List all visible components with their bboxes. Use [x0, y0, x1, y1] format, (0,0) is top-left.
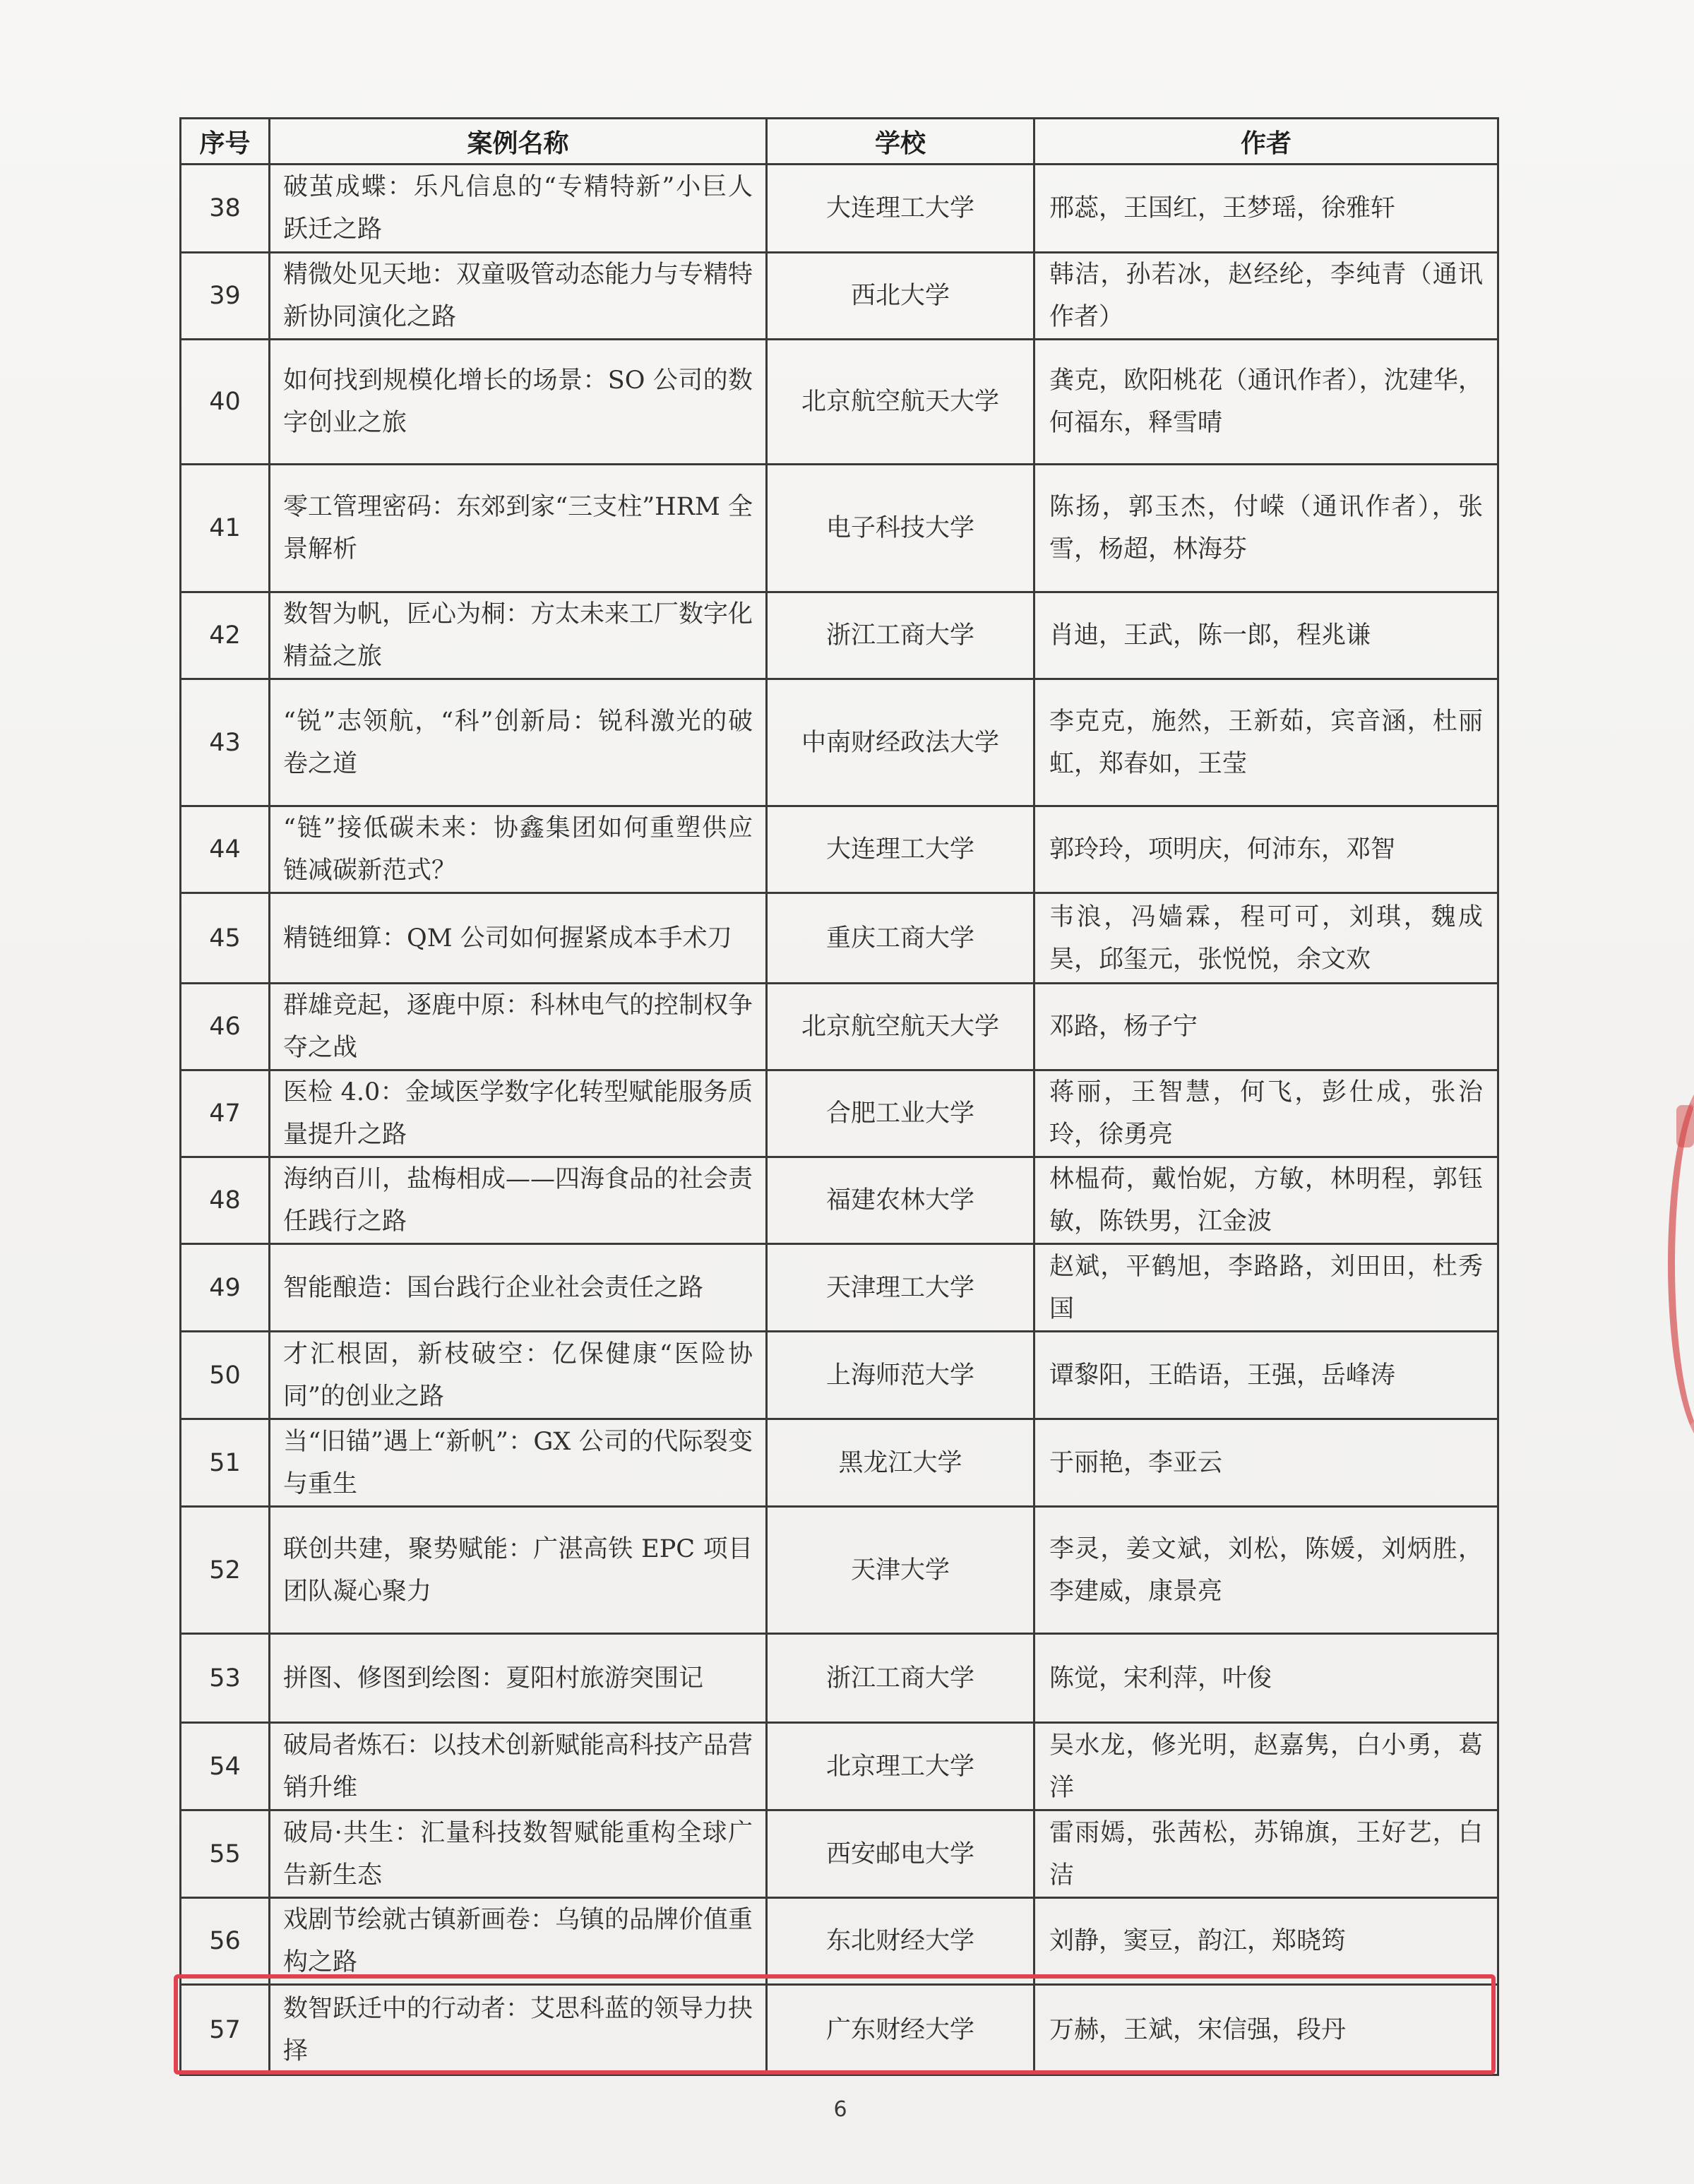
row-school: 浙江工商大学 [767, 592, 1034, 679]
table-row [181, 893, 1498, 984]
row-school: 北京理工大学 [767, 1723, 1034, 1810]
row-authors: 龚克，欧阳桃花（通讯作者），沈建华，何福东，释雪晴 [1034, 340, 1498, 465]
table-row [181, 165, 1498, 253]
header-title: 案例名称 [270, 119, 767, 165]
row-title: “锐”志领航，“科”创新局：锐科激光的破卷之道 [270, 679, 767, 806]
row-no: 51 [181, 1419, 270, 1507]
header-row [181, 119, 1498, 165]
row-no: 39 [181, 253, 270, 340]
row-title: 精微处见天地：双童吸管动态能力与专精特新协同演化之路 [270, 253, 767, 340]
row-no: 47 [181, 1070, 270, 1157]
row-authors: 谭黎阳，王皓语，王强，岳峰涛 [1034, 1332, 1498, 1419]
row-school: 西安邮电大学 [767, 1810, 1034, 1898]
row-school: 福建农林大学 [767, 1157, 1034, 1244]
row-title: 破茧成蝶：乐凡信息的“专精特新”小巨人跃迁之路 [270, 165, 767, 253]
table-row [181, 1634, 1498, 1723]
row-authors: 蒋丽，王智慧，何飞，彭仕成，张治玲，徐勇亮 [1034, 1070, 1498, 1157]
row-no: 46 [181, 984, 270, 1070]
header-authors: 作者 [1034, 119, 1498, 165]
table-row [181, 1810, 1498, 1898]
row-school: 广东财经大学 [767, 1985, 1034, 2075]
row-authors: 赵斌，平鹤旭，李路路，刘田田，杜秀国 [1034, 1244, 1498, 1332]
row-title: 精链细算：QM 公司如何握紧成本手术刀 [270, 893, 767, 984]
table-row [181, 984, 1498, 1070]
table-row [181, 679, 1498, 806]
table-row [181, 1898, 1498, 1985]
row-no: 54 [181, 1723, 270, 1810]
row-no: 40 [181, 340, 270, 465]
row-authors: 邓路，杨子宁 [1034, 984, 1498, 1070]
row-authors: 陈觉，宋利萍，叶俊 [1034, 1634, 1498, 1723]
row-no: 41 [181, 465, 270, 592]
row-school: 电子科技大学 [767, 465, 1034, 592]
red-seal-stamp-mark [1676, 1105, 1694, 1147]
row-no: 43 [181, 679, 270, 806]
row-title: 联创共建，聚势赋能：广湛高铁 EPC 项目团队凝心聚力 [270, 1507, 767, 1634]
row-school: 大连理工大学 [767, 165, 1034, 253]
table-row [181, 1723, 1498, 1810]
row-authors: 林榅荷，戴怡妮，方敏，林明程，郭钰敏，陈铁男，江金波 [1034, 1157, 1498, 1244]
row-no: 56 [181, 1898, 270, 1985]
row-no: 48 [181, 1157, 270, 1244]
row-no: 49 [181, 1244, 270, 1332]
row-school: 北京航空航天大学 [767, 984, 1034, 1070]
table-row [181, 1070, 1498, 1157]
table-header [181, 119, 1498, 165]
header-no: 序号 [181, 119, 270, 165]
row-title: 医检 4.0：金域医学数字化转型赋能服务质量提升之路 [270, 1070, 767, 1157]
row-school: 大连理工大学 [767, 806, 1034, 893]
row-school: 黑龙江大学 [767, 1419, 1034, 1507]
row-no: 45 [181, 893, 270, 984]
row-authors: 陈扬，郭玉杰，付嵘（通讯作者），张雪，杨超，林海芬 [1034, 465, 1498, 592]
row-no: 38 [181, 165, 270, 253]
row-authors: 肖迪，王武，陈一郎，程兆谦 [1034, 592, 1498, 679]
row-school: 中南财经政法大学 [767, 679, 1034, 806]
table-row [181, 1157, 1498, 1244]
row-school: 浙江工商大学 [767, 1634, 1034, 1723]
row-title: 零工管理密码：东郊到家“三支柱”HRM 全景解析 [270, 465, 767, 592]
row-authors: 李克克，施然，王新茹，宾音涵，杜丽虹，郑春如，王莹 [1034, 679, 1498, 806]
row-school: 天津大学 [767, 1507, 1034, 1634]
row-authors: 郭玲玲，项明庆，何沛东，邓智 [1034, 806, 1498, 893]
row-school: 重庆工商大学 [767, 893, 1034, 984]
header-school: 学校 [767, 119, 1034, 165]
row-authors: 韦浪，冯嫱霖，程可可，刘琪，魏成昊，邱玺元，张悦悦，余文欢 [1034, 893, 1498, 984]
table-row [181, 806, 1498, 893]
table-row [181, 1507, 1498, 1634]
row-title: “链”接低碳未来：协鑫集团如何重塑供应链减碳新范式？ [270, 806, 767, 893]
row-authors: 雷雨嫣，张茜松，苏锦旗，王好艺，白洁 [1034, 1810, 1498, 1898]
row-title: 如何找到规模化增长的场景：SO 公司的数字创业之旅 [270, 340, 767, 465]
row-authors: 李灵，姜文斌，刘松，陈媛，刘炳胜，李建威，康景亮 [1034, 1507, 1498, 1634]
row-no: 42 [181, 592, 270, 679]
page-number: 6 [833, 2097, 847, 2122]
table-body [181, 165, 1498, 2075]
table-row [181, 253, 1498, 340]
row-title: 破局者炼石：以技术创新赋能高科技产品营销升维 [270, 1723, 767, 1810]
table-row [181, 592, 1498, 679]
row-title: 破局·共生：汇量科技数智赋能重构全球广告新生态 [270, 1810, 767, 1898]
row-no: 55 [181, 1810, 270, 1898]
table-row [181, 1244, 1498, 1332]
row-no: 53 [181, 1634, 270, 1723]
row-title: 才汇根固，新枝破空：亿保健康“医险协同”的创业之路 [270, 1332, 767, 1419]
table-row [181, 1419, 1498, 1507]
row-authors: 邢蕊，王国红，王梦瑶，徐雅轩 [1034, 165, 1498, 253]
table-row [181, 1985, 1498, 2075]
row-title: 智能酿造：国台践行企业社会责任之路 [270, 1244, 767, 1332]
row-title: 当“旧锚”遇上“新帆”：GX 公司的代际裂变与重生 [270, 1419, 767, 1507]
table-row [181, 465, 1498, 592]
row-school: 东北财经大学 [767, 1898, 1034, 1985]
row-authors: 吴水龙，修光明，赵嘉隽，白小勇，葛洋 [1034, 1723, 1498, 1810]
row-school: 天津理工大学 [767, 1244, 1034, 1332]
row-authors: 万赫，王斌，宋信强，段丹 [1034, 1985, 1498, 2075]
table-row [181, 1332, 1498, 1419]
table-row [181, 340, 1498, 465]
row-no: 57 [181, 1985, 270, 2075]
case-list-table [179, 117, 1499, 2076]
row-no: 44 [181, 806, 270, 893]
row-title: 拼图、修图到绘图：夏阳村旅游突围记 [270, 1634, 767, 1723]
row-school: 北京航空航天大学 [767, 340, 1034, 465]
row-title: 数智跃迁中的行动者：艾思科蓝的领导力抉择 [270, 1985, 767, 2075]
row-school: 合肥工业大学 [767, 1070, 1034, 1157]
row-no: 52 [181, 1507, 270, 1634]
row-authors: 刘静，窦豆，韵江，郑晓筠 [1034, 1898, 1498, 1985]
row-school: 西北大学 [767, 253, 1034, 340]
row-no: 50 [181, 1332, 270, 1419]
row-authors: 韩洁，孙若冰，赵经纶，李纯青（通讯作者） [1034, 253, 1498, 340]
row-title: 戏剧节绘就古镇新画卷：乌镇的品牌价值重构之路 [270, 1898, 767, 1985]
row-title: 数智为帆，匠心为桐：方太未来工厂数字化精益之旅 [270, 592, 767, 679]
row-authors: 于丽艳，李亚云 [1034, 1419, 1498, 1507]
row-title: 群雄竞起，逐鹿中原：科林电气的控制权争夺之战 [270, 984, 767, 1070]
row-title: 海纳百川，盐梅相成——四海食品的社会责任践行之路 [270, 1157, 767, 1244]
row-school: 上海师范大学 [767, 1332, 1034, 1419]
